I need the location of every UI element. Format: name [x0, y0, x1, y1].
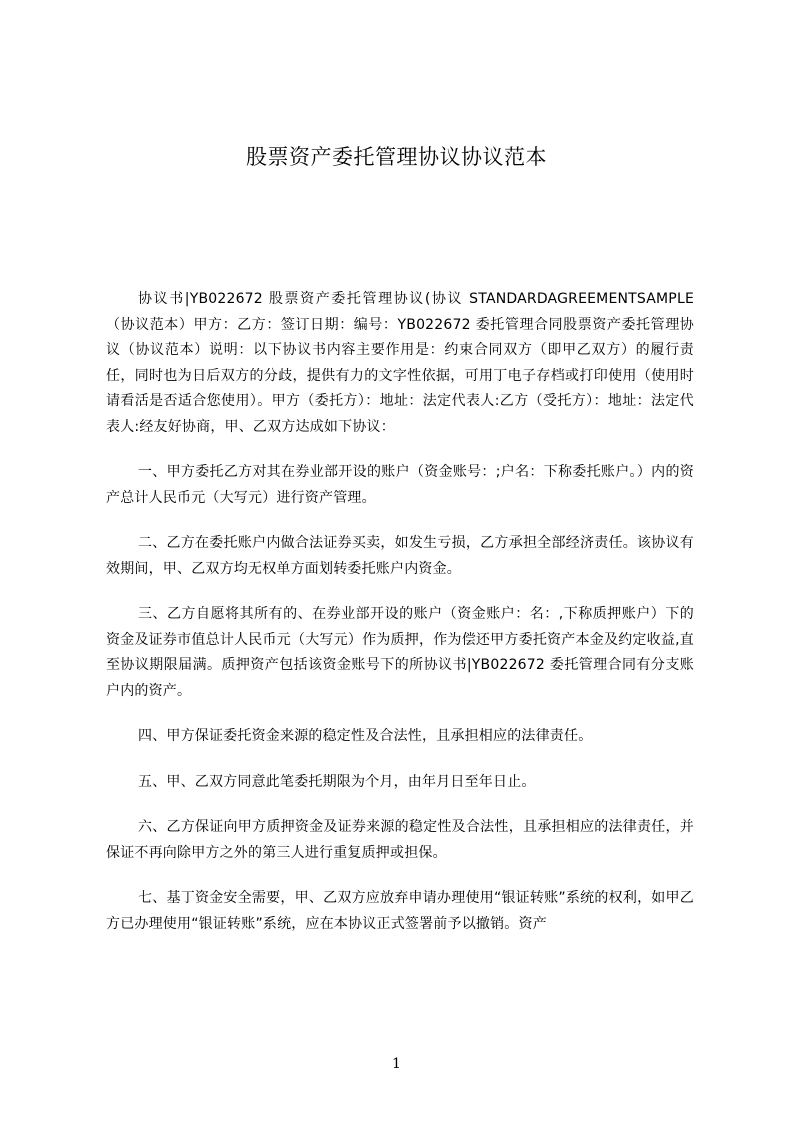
- preamble-paragraph: 协议书|YB022672 股票资产委托管理协议(协议 STANDARDAGREEMENTSAMPLE（协议范本）甲方：乙方：签订日期：编号：YB022672 委托管理合同股票资产委托管理协议（协议范本）说明：以下协议书内容主要作用是：约束合同双方（即甲乙双方）的履行责任，同时也为日后双方的分歧，提供有力的文字性依据，可用丁电子存档或打印使用（使用时请看活是否适合您使用）。甲方（委托方）：地址：法定代表人:乙方（受托方）：地址：法定代表人:经友好协商，甲、乙双方达成如下协议：: [106, 291, 694, 435]
- document-body: [106, 287, 694, 937]
- clause-4-paragraph: 四、甲方保证委托资金来源的稳定性及合法性，且承担相应的法律责任。: [138, 728, 593, 744]
- document-title: 股票资产委托管理协议协议范本: [246, 145, 547, 169]
- clause-1-paragraph: 一、甲方委托乙方对其在券业部开设的账户（资金账号：;户名：下称委托账户。）内的资产总计人民币元（大写元）进行资产管理。: [106, 464, 694, 506]
- clause-2-paragraph: 二、乙方在委托账户内做合法证券买卖，如发生亏损，乙方承担全部经济责任。该协议有效期间，甲、乙双方均无权单方面划转委托账户内资金。: [106, 535, 694, 577]
- clause-7-paragraph: 七、基丁资金安全需要，甲、乙双方应放弃申请办理使用“银证转账”系统的权利，如甲乙方已办理使用“银证转账”系统，应在本协议正式签署前予以撤销。资产: [106, 890, 694, 932]
- clause-5-paragraph: 五、甲、乙双方同意此笔委托期限为个月，由年月日至年日止。: [138, 773, 536, 790]
- page-number: 1: [392, 1056, 401, 1072]
- clause-6-paragraph: 六、乙方保证向甲方质押资金及证券来源的稳定性及合法性，且承担相应的法律责任，并保证不再向除甲方之外的第三人进行重复质押或担保。: [106, 819, 694, 861]
- clause-3-paragraph: 三、乙方自愿将其所有的、在券业部开设的账户（资金账户：名：,下称质押账户）下的资金及证券市值总计人民币元（大写元）作为质押，作为偿还甲方委托资产本金及约定收益,直至协议期限届满。质押资产包括该资金账号下的所协议书|YB022672 委托管理合同有分支账户内的资产。: [106, 606, 694, 699]
